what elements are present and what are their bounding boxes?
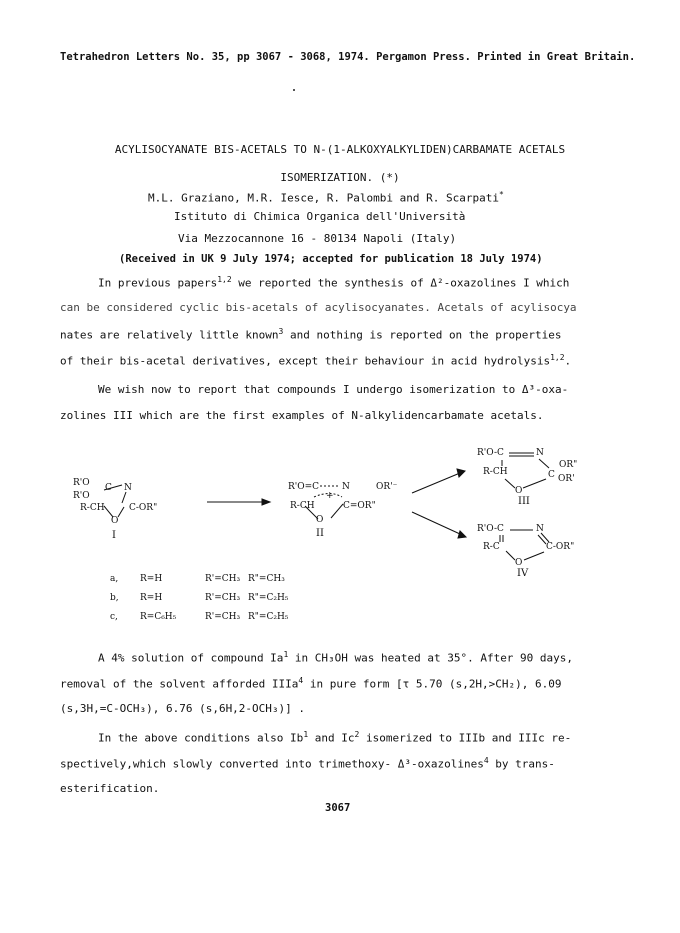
received-dates: (Received in UK 9 July 1974; accepted for publication 18 July 1974) <box>119 253 543 265</box>
paragraph-2-line-2: zolines III which are the first examples of N-alkylidencarbamate acetals. <box>60 409 544 422</box>
substituent-r1: R'=CH₃ <box>205 612 241 622</box>
compound-ii-cor: C=OR" <box>343 501 376 511</box>
compound-ii-roc: R'O=C <box>288 482 320 492</box>
compound-iv-cor: C-OR" <box>546 542 575 552</box>
substituent-r1: R'=CH₃ <box>205 574 241 584</box>
substituent-key: a, <box>110 574 119 584</box>
compound-i-or: C-OR" <box>129 503 158 513</box>
compound-iii-rch: R-CH <box>483 467 508 477</box>
substituent-key: c, <box>110 612 118 622</box>
compound-iii-c: C <box>548 470 555 480</box>
author-mark: * <box>499 190 504 199</box>
compound-iv-o: O <box>515 558 523 568</box>
substituent-r: R=H <box>140 574 163 584</box>
compound-i-n: N <box>124 483 132 493</box>
compound-ii-o: O <box>316 515 324 525</box>
compound-label-iii: III <box>518 496 530 507</box>
substituent-r2: R"=C₂H₅ <box>248 612 289 622</box>
compound-i-o: O <box>111 516 119 526</box>
compound-iii-n: N <box>536 448 544 458</box>
paragraph-2-line-1: We wish now to report that compounds I undergo isomerization to Δ³-oxa- <box>98 383 569 396</box>
compound-iii-or2: OR' <box>558 474 575 484</box>
compound-label-ii: II <box>316 528 324 539</box>
compound-ii-n: N <box>342 482 350 492</box>
compound-ii-plus: + <box>326 491 334 501</box>
paragraph-3-line-2: removal of the solvent afforded IIIa$^4$ in pure form [τ 5.70 (s,2H,>CH₂), 6.09 <box>60 676 562 691</box>
compound-iii-or1: OR" <box>559 460 578 470</box>
compound-label-iv: IV <box>517 568 529 579</box>
substituent-r1: R'=CH₃ <box>205 593 241 603</box>
affiliation-line-1: Istituto di Chimica Organica dell'Università <box>174 210 466 223</box>
substituent-r2: R"=CH₃ <box>248 574 285 584</box>
paragraph-4-line-2: spectively,which slowly converted into trimethoxy- Δ³-oxazolines$^4$ by trans- <box>60 756 555 771</box>
substituent-r: R=C₆H₅ <box>140 612 177 622</box>
compound-i-c: C <box>105 483 112 493</box>
paragraph-3-line-1: A 4% solution of compound Ia$^1$ in CH₃OH was heated at 35°. After 90 days, <box>98 650 574 665</box>
paragraph-1-line-3: nates are relatively little known$^3$ and nothing is reported on the properties <box>60 327 562 342</box>
compound-iv-rc: R-C <box>483 542 500 552</box>
paragraph-1-line-1: In previous papers$^{1,2}$ we reported the synthesis of Δ²-oxazolines I which <box>98 275 570 290</box>
affiliation-line-2: Via Mezzocannone 16 - 80134 Napoli (Italy) <box>178 232 457 245</box>
compound-i-r1: R'O <box>73 478 90 488</box>
paragraph-4-line-1: In the above conditions also Ib$^1$ and Ic$^2$ isomerized to IIIb and IIIc re- <box>98 730 572 745</box>
compound-iii-roc: R'O-C <box>477 448 504 458</box>
title-line-1: ACYLISOCYANATE BIS-ACETALS TO N-(1-ALKOXYALKYLIDEN)CARBAMATE ACETALS <box>114 143 566 156</box>
compound-i-rch: R-CH <box>80 503 105 513</box>
paragraph-1-line-4: of their bis-acetal derivatives, except their behaviour in acid hydrolysis$^{1,2}$. <box>60 353 572 368</box>
title-line-2: ISOMERIZATION. (*) <box>280 171 400 184</box>
compound-iv-n: N <box>536 524 544 534</box>
author-names: M.L. Graziano, M.R. Iesce, R. Palombi and R. Scarpati <box>148 191 499 205</box>
page-number: 3067 <box>325 802 351 814</box>
substituent-r: R=H <box>140 593 163 603</box>
compound-ii-anion: OR'⁻ <box>376 482 398 492</box>
paragraph-3-line-3: (s,3H,=C-OCH₃), 6.76 (s,6H,2-OCH₃)] . <box>60 702 306 715</box>
compound-iv-roc: R'O-C <box>477 524 504 534</box>
paragraph-1-line-2: can be considered cyclic bis-acetals of acylisocyanates. Acetals of acylisocya <box>60 301 577 314</box>
compound-label-i: I <box>112 530 116 541</box>
substituent-r2: R"=C₂H₅ <box>248 593 289 603</box>
journal-header: Tetrahedron Letters No. 35, pp 3067 - 3068, 1974. Pergamon Press. Printed in Great Britain. <box>60 51 636 63</box>
compound-iii-o: O <box>515 486 523 496</box>
paragraph-4-line-3: esterification. <box>60 782 160 795</box>
compound-i-r2: R'O <box>73 491 90 501</box>
compound-ii-rch: R-CH <box>290 501 315 511</box>
substituent-key: b, <box>110 593 119 603</box>
